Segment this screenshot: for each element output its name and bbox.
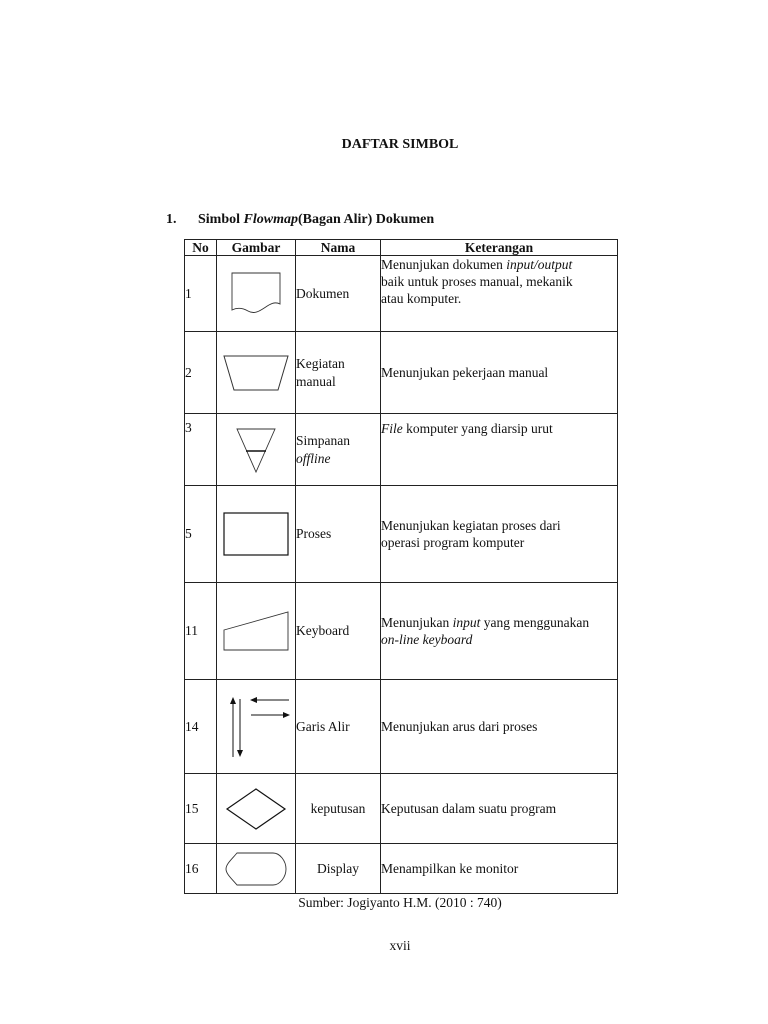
- table-row: [185, 414, 618, 486]
- table-row: [185, 486, 618, 583]
- row-nama: keputusan: [296, 774, 381, 844]
- table-row: [185, 256, 618, 332]
- ket-italic: input/output: [506, 257, 573, 272]
- manual-operation-icon: [221, 353, 291, 393]
- table-row: [185, 332, 618, 414]
- display-icon: [223, 850, 289, 888]
- nama-italic: offline: [296, 450, 331, 466]
- row-keterangan: Menunjukan pekerjaan manual: [381, 332, 618, 414]
- keyboard-input-icon: [221, 609, 291, 653]
- decision-icon: [224, 786, 288, 832]
- table-caption: Sumber: Jogiyanto H.M. (2010 : 740): [298, 895, 502, 910]
- header-no: No: [185, 240, 217, 256]
- row-keterangan: Menampilkan ke monitor: [381, 844, 618, 894]
- ket-line: atau komputer.: [381, 291, 462, 306]
- ket-line: Menunjukan dokumen: [381, 257, 507, 272]
- table-row: [185, 583, 618, 680]
- row-no: 5: [185, 486, 217, 583]
- row-gambar: [217, 332, 296, 414]
- ket-line: yang menggunakan: [480, 615, 590, 630]
- row-keterangan: [381, 414, 618, 486]
- page-number: xvii: [389, 938, 411, 953]
- section-heading: [166, 212, 434, 228]
- row-no: 15: [185, 774, 217, 844]
- header-gambar: Gambar: [217, 240, 296, 256]
- section-number: 1.: [166, 212, 177, 227]
- process-icon: [222, 511, 290, 557]
- ket-line: Menunjukan: [381, 615, 453, 630]
- row-no: 16: [185, 844, 217, 894]
- row-nama: [296, 332, 381, 414]
- ket-line: Menunjukan kegiatan proses dari: [381, 518, 561, 533]
- ket-italic: input: [452, 615, 481, 630]
- row-keterangan: Keputusan dalam suatu program: [381, 774, 618, 844]
- ket-italic: on-line keyboard: [381, 632, 473, 647]
- offline-storage-icon: [234, 426, 278, 474]
- ket-line: operasi program komputer: [381, 535, 525, 550]
- table-row: [185, 680, 618, 774]
- row-keterangan: [381, 486, 618, 583]
- symbol-table: [184, 239, 618, 894]
- row-gambar: [217, 844, 296, 894]
- row-no: 2: [185, 332, 217, 414]
- row-nama: Display: [296, 844, 381, 894]
- row-gambar: [217, 256, 296, 332]
- row-keterangan: Menunjukan arus dari proses: [381, 680, 618, 774]
- row-nama: Garis Alir: [296, 680, 381, 774]
- nama-line: Simpanan: [296, 432, 350, 448]
- table-row: [185, 844, 618, 894]
- row-keterangan: [381, 256, 618, 332]
- row-no: 1: [185, 256, 217, 332]
- section-text: Simbol: [198, 212, 244, 227]
- row-no: 3: [185, 414, 217, 486]
- nama-line: Kegiatan: [296, 355, 345, 371]
- row-no: 14: [185, 680, 217, 774]
- table-row: [185, 774, 618, 844]
- ket-italic: File: [381, 421, 403, 436]
- row-nama: Keyboard: [296, 583, 381, 680]
- row-nama: Dokumen: [296, 256, 381, 332]
- row-no: 11: [185, 583, 217, 680]
- section-text-rest: (Bagan Alir) Dokumen: [297, 212, 435, 227]
- row-gambar: [217, 414, 296, 486]
- dokumen-symbol-icon: [226, 270, 286, 318]
- page-title: DAFTAR SIMBOL: [341, 137, 459, 152]
- row-gambar: [217, 680, 296, 774]
- row-nama: [296, 414, 381, 486]
- section-text-italic: Flowmap: [243, 212, 298, 227]
- table-header-row: [185, 240, 618, 256]
- row-gambar: [217, 583, 296, 680]
- ket-line: komputer yang diarsip urut: [402, 421, 553, 436]
- row-keterangan: [381, 583, 618, 680]
- row-gambar: [217, 486, 296, 583]
- ket-line: baik untuk proses manual, mekanik: [381, 274, 573, 289]
- row-nama: Proses: [296, 486, 381, 583]
- flow-lines-icon: [221, 695, 291, 759]
- row-gambar: [217, 774, 296, 844]
- nama-line: manual: [296, 373, 336, 389]
- header-nama: Nama: [296, 240, 381, 256]
- header-keterangan: Keterangan: [381, 240, 618, 256]
